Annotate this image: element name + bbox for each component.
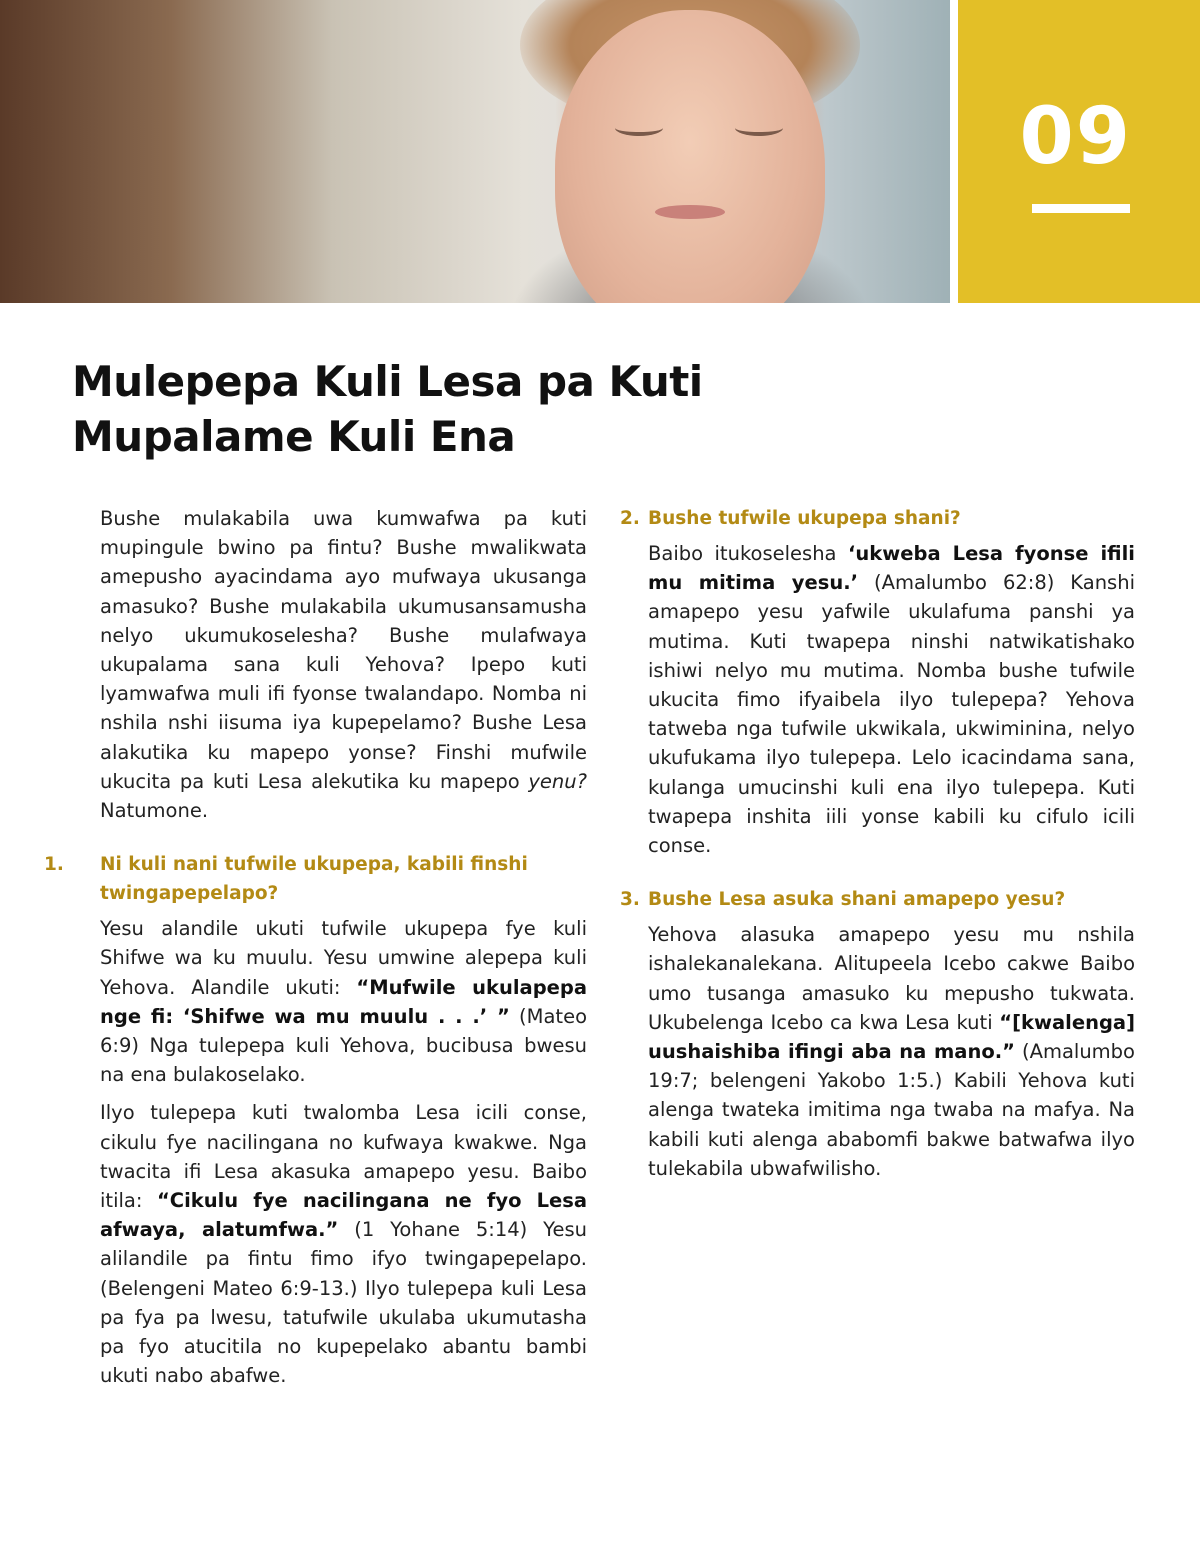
question-2-text: Bushe tufwile ukupepa shani?	[648, 508, 961, 529]
title-line-1: Mulepepa Kuli Lesa pa Kuti	[72, 357, 703, 406]
intro-tail: Natumone.	[100, 799, 209, 823]
lesson-number: 09	[1019, 92, 1132, 182]
photo-eye-right	[735, 120, 783, 136]
s1p1-quote: “Mufwile ukulapepa nge fi: ‘Shifwe wa mu muulu . . .’ ”	[100, 975, 587, 1028]
s1p1-a: Yesu alandile ukuti tufwile ukupepa fye kuli Shifwe wa ku muulu. Yesu umwine alepepa kuli Yehova. Alandile ukuti:	[100, 917, 587, 999]
intro-paragraph	[100, 504, 587, 825]
s3p1-a: Yehova alasuka amapepo yesu mu nshila ishalekanalekana. Alitupeela Icebo cakwe Baibo umo tusanga amasuko ku mepusho tukwata. Ukubelenga Icebo ca kwa Lesa kuti	[648, 923, 1135, 1034]
intro-text: Bushe mulakabila uwa kumwafwa pa kuti mupingule bwino pa fintu? Bushe mwalikwata amepusho ayacindama ayo mufwaya ukusanga amasuko? Bushe mulakabila ukumusansamusha nelyo ukumukoselesha? Bushe mulafwaya ukupalama sana kuli Yehova? Ipepo kuti lyamwafwa muli ifi fyonse twalandapo. Nomba ni nshila nshi iisuma iya kupepelamo? Bushe Lesa alakutika ku mapepo yonse? Finshi mufwile ukucita pa kuti Lesa alekutika ku mapepo	[100, 507, 587, 793]
s1p1-c: (Mateo 6:9) Nga tulepepa kuli Yehova, bucibusa bwesu na ena bulakoselako.	[100, 1004, 588, 1087]
s2p1-quote: ‘ukweba Lesa fyonse ifili mu mitima yesu.’	[648, 542, 1135, 595]
badge-underline	[1032, 204, 1130, 213]
question-3-text: Bushe Lesa asuka shani amapepo yesu?	[648, 889, 1066, 911]
s2p1-c: (Amalumbo 62:8) Kanshi amapepo yesu yafwile ukulafuma panshi ya mutima. Kuti twapepa ninshi natwikatishako ishiwi nelyo mu mutima. Nomba bushe tufwile ukucita fimo ifyaibela ilyo tulepepa? Yehova tatweba nga tufwile ukwikala, ukwiminina, nelyo ukufukama ilyo tulepepa. Lelo icacindama sana, kulanga umucinshi kuli ena ilyo tulepepa. Kuti twapepa inshita iili yonse kabili ku cifulo icili conse.	[648, 571, 1135, 858]
photo-face	[555, 10, 825, 303]
title-line-2: Mupalame Kuli Ena	[72, 412, 516, 461]
photo-eye-left	[615, 120, 663, 136]
s3p1-c: (Amalumbo 19:7; belengeni Yakobo 1:5.) Kabili Yehova kuti alenga twateka imitima nga twaba na mafya. Na kabili kuti alenga ababomfi bakwe batwafwa ilyo tulekabila ubwafwilisho.	[648, 1040, 1135, 1180]
question-1	[44, 850, 587, 908]
intro-italic: yenu?	[528, 769, 587, 793]
section-1-paragraph-2	[100, 1098, 587, 1390]
question-1-number: 1.	[44, 854, 64, 876]
lesson-number-badge	[958, 0, 1200, 303]
photo-lips	[655, 205, 725, 219]
question-2	[620, 504, 1135, 533]
right-column	[620, 504, 1135, 1192]
header-photo	[0, 0, 950, 303]
page-title	[72, 354, 872, 464]
s3p1-quote: “[kwalenga] uushaishiba ifingi aba na mano.”	[648, 1010, 1135, 1064]
question-2-number: 2.	[620, 508, 640, 529]
section-2-paragraph	[648, 539, 1135, 860]
spacer	[620, 869, 1135, 885]
question-3-number: 3.	[620, 889, 640, 911]
question-3	[620, 885, 1135, 914]
section-3-paragraph	[648, 920, 1135, 1183]
spacer	[72, 834, 587, 850]
s1p2-a: Ilyo tulepepa kuti twalomba Lesa icili conse, cikulu fye nacilingana no kufwaya kwakwe. Nga twacita ifi Lesa akasuka amapepo yesu. Baibo itila:	[100, 1101, 587, 1213]
question-1-text: Ni kuli nani tufwile ukupepa, kabili finshi twingapepelapo?	[100, 854, 528, 905]
s1p2-quote: “Cikulu fye nacilingana ne fyo Lesa afwaya, alatumfwa.”	[100, 1189, 587, 1242]
s1p2-c: (1 Yohane 5:14) Yesu alilandile pa fintu fimo ifyo twingapepelapo. (Belengeni Mateo 6:9-13.) Ilyo tulepepa kuli Lesa pa fya pa lwesu, tatufwile ukulaba ukumutasha pa fyo atucitila no kupepelako abantu bambi ukuti nabo abafwe.	[100, 1218, 587, 1388]
s2p1-a: Baibo itukoselesha	[648, 542, 848, 565]
left-column	[44, 504, 588, 1399]
section-1-paragraph-1	[100, 914, 587, 1089]
